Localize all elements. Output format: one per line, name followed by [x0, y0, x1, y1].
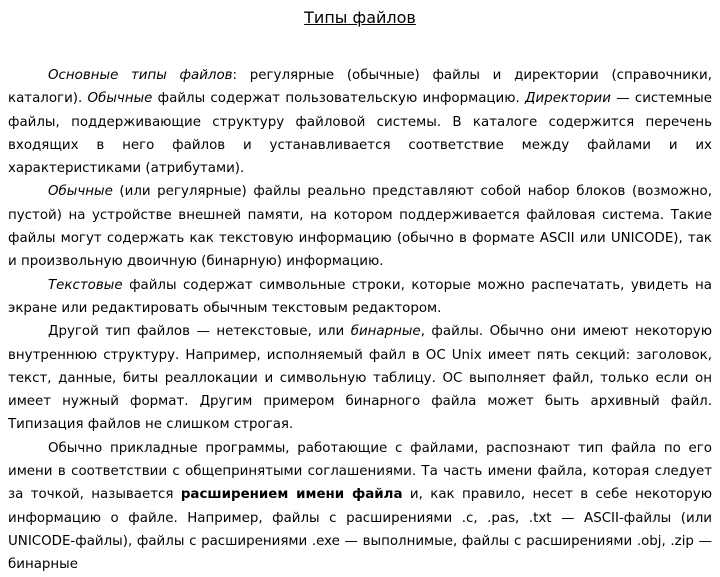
- paragraph-text: и, как правило, несет в себе некоторую информацию о файле. Например, файлы с расширениями .c, .pas, .txt — ASCII-файлы (или UNICODE-файлы), файлы с расширениями .exe — выполнимые, файлы с расширениями .obj, .zip — бинарные: [8, 487, 712, 573]
- italic-term: Обычные: [48, 184, 113, 200]
- italic-term: Директории: [525, 91, 611, 107]
- italic-term: Текстовые: [48, 277, 123, 293]
- bold-term: расширением имени файла: [180, 487, 403, 503]
- paragraph-text: файлы содержат символьные строки, которые можно распечатать, увидеть на экране или редактировать обычным текстовым редактором.: [8, 277, 712, 316]
- paragraph-text: Обычно прикладные программы, работающие с файлами, распознают тип файла по его имени в соответствии с общепринятыми соглашениями. Та часть имени файла, которая следует за точкой, называется: [8, 440, 712, 503]
- paragraph-text: — системные файлы, поддерживающие структуру файловой системы. В каталоге содержится перечень входящих в него файлов и устанавливается соответствие между файлами и их характеристиками (атрибутами).: [8, 91, 712, 177]
- page-title-text: Типы файлов: [304, 8, 416, 27]
- paragraph-text: , файлы. Обычно они имеют некоторую внутреннюю структуру. Например, исполняемый файл в ОС Unix имеет пять секций: заголовок, текст, данные, биты реаллокации и символьную таблицу. ОС выполняет файл, только если он имеет нужный формат. Другим примером бинарного файла может быть архивный файл. Типизация файлов не слишком строгая.: [8, 324, 712, 433]
- paragraph: [8, 437, 712, 577]
- document-body: [8, 64, 712, 577]
- paragraph-text: Другой тип файлов — нетекстовые, или: [48, 324, 351, 340]
- italic-term: Основные типы файлов: [48, 68, 233, 83]
- page-title: [0, 8, 720, 28]
- italic-term: Обычные: [87, 91, 153, 107]
- italic-term: бинарные: [350, 324, 421, 340]
- paragraph: [8, 320, 712, 436]
- paragraph: [8, 180, 712, 273]
- paragraph: [8, 64, 712, 180]
- paragraph-text: (или регулярные) файлы реально представляют собой набор блоков (возможно, пустой) на устройстве внешней памяти, на котором поддерживается файловая система. Такие файлы могут содержать как текстовую информацию (обычно в формате ASCII или UNICODE), так и произвольную двоичную (бинарную) информацию.: [8, 184, 712, 270]
- paragraph-text: файлы содержат пользовательскую информацию.: [152, 91, 526, 107]
- paragraph-text: : регулярные (обычные) файлы и директории (справочники, каталоги).: [8, 68, 712, 107]
- paragraph: [8, 274, 712, 321]
